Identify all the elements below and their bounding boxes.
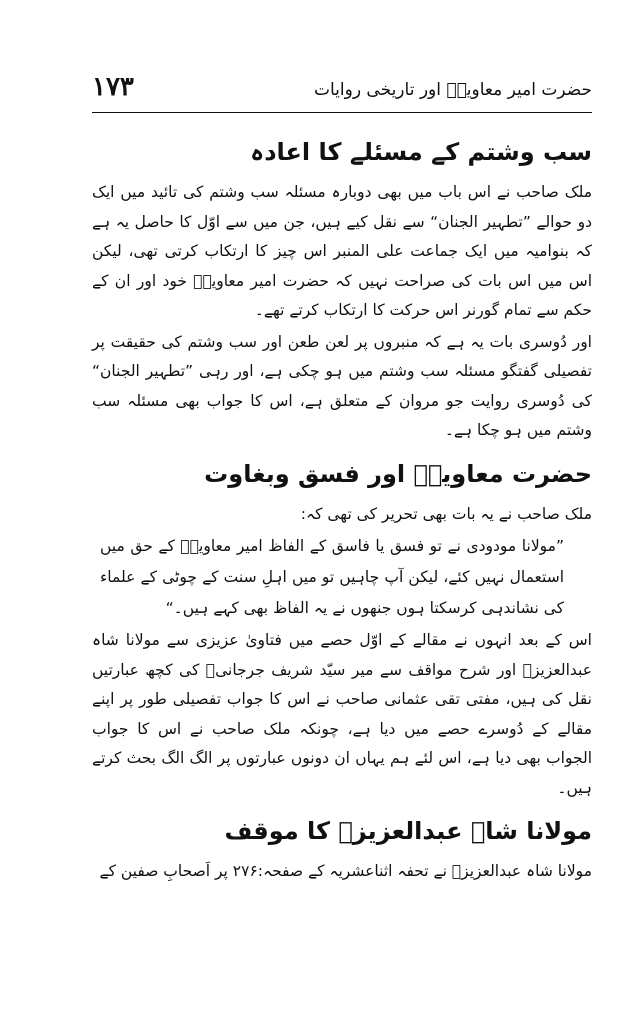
paragraph: ملک صاحب نے یہ بات بھی تحریر کی تھی کہ: [300,504,592,523]
paragraph: اور دُوسری بات یہ ہے کہ منبروں پر لعن طعن اور سب وشتم کی حقیقت پر تفصیلی گفتگو مسئلہ سب وشتم میں ہو چکی ہے، اور رہی ”تطہیر الجنان“ کی دُوسری روایت جو مروان کے متعلق ہے، اس کا جواب بھی مسئلہ سب وشتم میں ہو چکا ہے۔ [92,332,592,439]
section-heading: حضرت معاویہؓ اور فسق وبغاوت [204,459,592,488]
section-heading: سب وشتم کے مسئلے کا اعادہ [250,138,592,166]
page-number: ۱۷۳ [92,72,134,102]
section-heading: مولانا شاہ عبدالعزیزؒ کا موقف [224,817,592,845]
paragraph: اس کے بعد انہوں نے مقالے کے اوّل حصے میں فتاویٰ عزیزی سے مولانا شاہ عبدالعزیزؒ اور شرح مواقف سے میر سیّد شریف جرجانیؒ کی کچھ عبارتیں نقل کی ہیں، مفتی تقی عثمانی صاحب نے اس کا جواب تفصیلی طور پر اپنے مقالے کے دُوسرے حصے میں دیا ہے، چونکہ ملک صاحب نے اس کا جواب الجواب بھی دیا ہے، اس لئے ہم یہاں ان دونوں عبارتوں پر الگ الگ بحث کرتے ہیں۔ [92,631,592,797]
block-quote: ”مولانا مودودی نے تو فسق یا فاسق کے الفاظ امیر معاویہؓ کے حق میں استعمال نہیں کئے، لیکن آپ چاہیں تو میں اہلِ سنت کے چوٹی کے علماء کی نشاندہی کرسکتا ہوں جنھوں نے یہ الفاظ بھی کہے ہیں۔“ [100,537,564,617]
running-title: حضرت امیر معاویہؓ اور تاریخی روایات [313,80,592,100]
header-rule [92,112,592,113]
paragraph: مولانا شاہ عبدالعزیزؒ نے تحفہ اثناعشریہ کے صفحہ:۲۷۶ پر اَصحابِ صفین کے [99,862,592,880]
paragraph: ملک صاحب نے اس باب میں بھی دوبارہ مسئلہ سب وشتم کی تائید میں ایک دو حوالے ”تطہیر الجنان“ سے نقل کیے ہیں، جن میں سے اوّل کا حاصل یہ ہے کہ بنوامیہ میں ایک جماعت علی المنبر اس چیز کا ارتکاب کرتی تھی، لیکن اس میں اس بات کی صراحت نہیں کہ حضرت امیر معاویہؓ خود اور ان کے حکم سے تمام گورنر اس حرکت کا ارتکاب کرتے تھے۔ [92,183,592,319]
page-header [92,70,592,110]
body-text [92,132,592,889]
